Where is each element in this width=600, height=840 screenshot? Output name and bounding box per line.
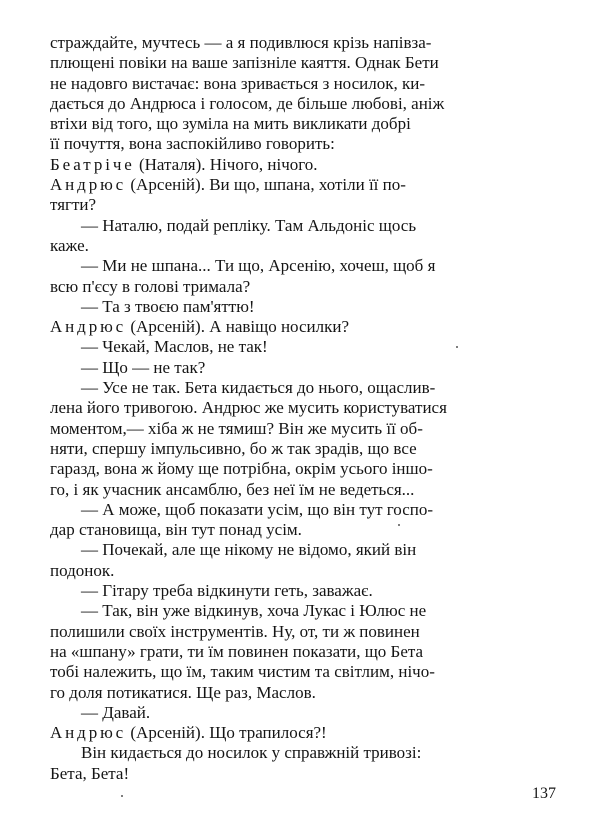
text-line: гаразд, вона ж йому ще потрібна, окрім усього іншо-: [50, 459, 433, 479]
text-line: Він кидається до носилок у справжній тривозі:: [81, 743, 422, 763]
text-line: — Почекай, але ще нікому не відомо, який він: [81, 540, 417, 560]
text-line: втіхи від того, що зуміла на мить викликати добрі: [50, 114, 411, 134]
text-line: полишили своїх інструментів. Ну, от, ти ж повинен: [50, 621, 420, 641]
speaker-name: Андрюс: [50, 723, 127, 743]
speaker-line-text: (Наталя). Нічого, нічого.: [134, 154, 318, 174]
text-line: дається до Андрюса і голосом, де більше любові, аніж: [50, 93, 445, 113]
speaker-name: Беатріче: [50, 154, 135, 174]
text-line: — Що — не так?: [81, 357, 206, 377]
text-line: каже.: [50, 235, 89, 255]
text-line: — Так, він уже відкинув, хоча Лукас і Юлюс не: [81, 601, 427, 621]
text-line: тобі належить, що їм, таким чистим та світлим, нічо-: [50, 662, 435, 682]
text-line: тягти?: [50, 195, 97, 215]
dialogue-line: [50, 175, 554, 195]
speaker-name: Андрюс: [50, 317, 127, 337]
text-line: — Гітару треба відкинути геть, заважає.: [81, 581, 373, 601]
speaker-line-text: (Арсеній). Ви що, шпана, хотіли її по-: [126, 175, 406, 195]
text-line: го доля потикатися. Ще раз, Маслов.: [50, 682, 316, 702]
text-line: няти, спершу імпульсивно, бо ж так зрадів, що все: [50, 438, 417, 458]
text-line: — Ми не шпана... Ти що, Арсенію, хочеш, щоб я: [81, 256, 436, 276]
page-body-text: [50, 33, 554, 784]
dialogue-line: [50, 723, 554, 743]
text-line: Бета, Бета!: [50, 763, 130, 783]
print-speck: [398, 524, 400, 526]
print-speck: [121, 795, 123, 797]
text-line: лена його тривогою. Андрюс же мусить користуватися: [50, 398, 447, 418]
text-line: — Усе не так. Бета кидається до нього, ощаслив-: [81, 378, 436, 398]
text-line: її почуття, вона заспокійливо говорить:: [50, 134, 335, 154]
text-line: плющені повіки на ваше запізніле каяття. Однак Бети: [50, 53, 439, 73]
page-number: 137: [532, 785, 556, 802]
text-line: — Чекай, Маслов, не так!: [81, 337, 268, 357]
print-speck: [456, 346, 458, 348]
speaker-line-text: (Арсеній). А навіщо носилки?: [126, 317, 350, 337]
text-line: — А може, щоб показати усім, що він тут госпо-: [81, 499, 434, 519]
text-line: подонок.: [50, 560, 115, 580]
text-line: дар становища, він тут понад усім.: [50, 520, 302, 540]
text-line: моментом,— хіба ж не тямиш? Він же мусить її об-: [50, 418, 423, 438]
text-line: не надовго вистачає: вона зривається з носилок, ки-: [50, 73, 425, 93]
text-line: — Наталю, подай репліку. Там Альдоніс щось: [81, 215, 417, 235]
speaker-name: Андрюс: [50, 175, 127, 195]
text-line: всю п'єсу в голові тримала?: [50, 276, 251, 296]
text-line: го, і як учасник ансамблю, без неї їм не ведеться...: [50, 479, 415, 499]
dialogue-line: [50, 155, 554, 175]
speaker-line-text: (Арсеній). Що трапилося?!: [126, 723, 327, 743]
text-line: на «шпану» грати, ти їм повинен показати, що Бета: [50, 641, 424, 661]
text-line: — Та з твоєю пам'яттю!: [81, 296, 255, 316]
text-line: — Давай.: [81, 702, 151, 722]
dialogue-line: [50, 317, 554, 337]
text-line: страждайте, мучтесь — а я подивлюся крізь напівза-: [50, 33, 432, 52]
